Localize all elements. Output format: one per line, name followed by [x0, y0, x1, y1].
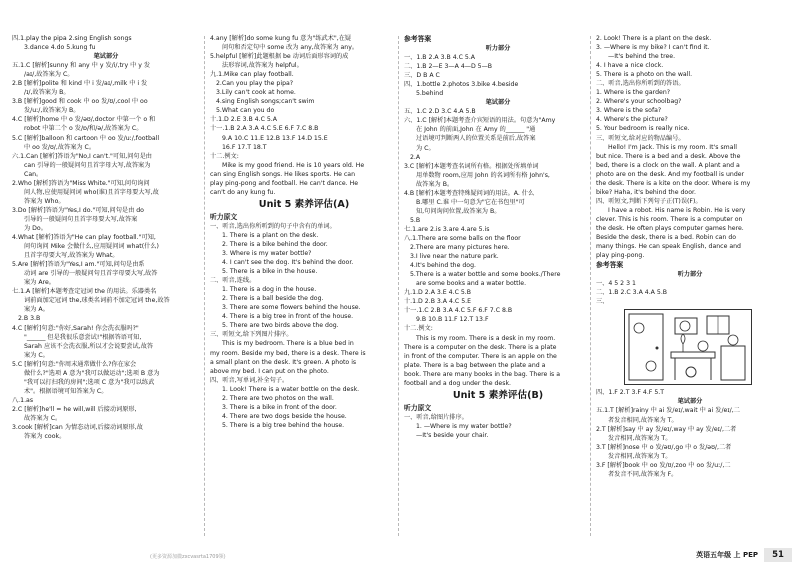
col1-line: 笔试部分 [93, 53, 119, 61]
col2-line: This is my bedroom. There is a blue bed in [222, 340, 354, 348]
col2-line: 2.Can you play the pipa? [216, 80, 294, 88]
col3-line: in front of the computer. There is an apple on the [404, 352, 557, 360]
col1-line: 2.B 3.B [18, 315, 41, 323]
column-divider [398, 36, 399, 536]
col4b-line: 笔试部分 [677, 398, 703, 406]
col2-line: 4. There is a big tree in front of the house. [222, 313, 354, 321]
col3-line: plate. There is a bag between the plate and a [404, 361, 546, 369]
col2-line: can't do any kung fu. [210, 188, 276, 196]
col1-line: 六.1.Can [解析]答语为"No,I can't."可知,问句是由 [12, 152, 152, 160]
col2-line: 三、听短文,给下列图片排序。 [210, 331, 293, 339]
col1-line: Sarah 应该不会洗衣服,所以才会说要尝试,故答 [24, 342, 154, 350]
col1-line: 八.1.as [12, 396, 34, 404]
col4a-line: 4. Where's the picture? [596, 116, 668, 124]
col3-line: There is a computer on the desk. There is a plate [404, 343, 557, 351]
col4a-line: 3. Where is the sofa? [596, 107, 662, 115]
col1-line: 中 oo 发/ʊ/,故答案为 C。 [24, 143, 96, 151]
col3-line: 5.B [410, 216, 421, 224]
col1-line: 答案为 cook。 [24, 433, 66, 441]
col2-line: play ping-pong and football. He can't dance. He [210, 179, 359, 187]
page-number: 51 [764, 548, 792, 562]
col4a-line: the desk. There is a kite on the door. Where is my [596, 179, 751, 187]
col2-line: 1. There is a plant on the desk. [222, 231, 319, 239]
col4b-line: 2.T [解析]say 中 ay 发/eɪ/,way 中 ay 发/eɪ/,二者 [596, 425, 737, 433]
col1-line: 动词 are 引导的一般疑问句且首字母要大写,故答 [24, 270, 158, 278]
col4a-line: 听力部分 [677, 271, 703, 279]
col3-line: 八.1.There are some balls on the floor [404, 234, 521, 242]
col2-line: 一、听音,选出你所听到的句子中含有的单词。 [210, 222, 336, 230]
col4a-line: photo are on the desk. And my football is under [596, 170, 745, 178]
col3-line: 十.1.D 2.B 3.A 4.C 5.E [404, 298, 472, 306]
col2-line: 5.helpful [解析]此题根据 be 动词后面形容词的成 [210, 53, 349, 61]
room-illustration [624, 309, 752, 385]
col1-line: 5.C [解析]句意:"你周末通常做什么?你在家会 [12, 360, 137, 368]
col1-line: 为 Do。 [24, 224, 47, 232]
column-1 [12, 34, 200, 441]
col2-line: can sing English songs. He likes sports. He can [210, 170, 355, 178]
col2-line: 十.1.D 2.E 3.B 4.C 5.A [210, 116, 278, 124]
col3-line: 十二.例文: [404, 325, 433, 333]
col4a-line: bike? Haha, it's behind the door. [596, 188, 696, 196]
col1-line: /ɪ/,故答案为 B。 [24, 89, 70, 97]
col1-line: 故答案为 C。 [24, 414, 62, 422]
book-title: 英语五年级 上 PEP [696, 551, 758, 559]
col3-line: 故答案为 B。 [416, 180, 454, 188]
col3-line: 三、D B A C [404, 72, 440, 80]
col4a-line: Hello! I'm Jack. This is my room. It's small [608, 143, 737, 151]
col3-line: football and a dog under the desk. [404, 379, 511, 387]
col1-line: 发/uː/,故答案为 B。 [24, 107, 80, 115]
col4a-line: 5. There is a photo on the wall. [596, 71, 693, 79]
col1-line: 4.What [解析]答语为"He can play football."可知, [12, 234, 156, 242]
col4b-line: 五.1.T [解析]rainy 中 ai 发/eɪ/,wait 中 ai 发/eɪ/,二 [596, 407, 740, 415]
col1-line: robot 中第二个 o 发/ɒ/和/ə/,故答案为 C。 [24, 125, 143, 133]
col4a-line: 2. Where's your schoolbag? [596, 98, 682, 106]
col3-line: 五、1.C 2.D 3.C 4.A 5.B [404, 108, 476, 116]
col2-line: Mike is my good friend. He is 10 years old. He [222, 161, 365, 169]
col4a-line: 参考答案 [596, 261, 624, 270]
col4a-line: 一、4 5 2 3 1 [596, 280, 636, 288]
col2-line: 听力原文 [210, 212, 238, 221]
col3-line: 1. —Where is my water bottle? [416, 422, 512, 430]
col3-line: 5.behind [416, 90, 444, 98]
col3-line: 4.B [解析]本题考查特殊疑问词的用法。A. 什么 [404, 189, 535, 197]
column-divider [204, 36, 205, 536]
col3-line: 听力部分 [485, 45, 511, 52]
col3-line: 一、1.B 2.A 3.B 4.C 5.A [404, 54, 476, 62]
col4a-line: play ping-pong. [596, 252, 645, 260]
col2-line: Unit 5 素养评估(A) [258, 198, 350, 210]
col1-line: 问句询问 Mike 会做什么,应用疑问词 what(什么) [24, 243, 159, 251]
col2-line: 3. There are some flowers behind the house. [222, 304, 361, 312]
col2-line: 3. Where is my water bottle? [222, 249, 312, 257]
col3-line: 4.It's behind the dog. [410, 262, 476, 270]
col1-line: 3.B [解析]good 和 cook 中 oo 发/ʊ/,cool 中 oo [12, 98, 148, 106]
col3-line: 九.1.D 2.A 3.E 4.C 5.B [404, 289, 472, 297]
col2-line: 2. There are two photos on the wall. [222, 394, 334, 402]
col4b-line: 者发音相同,故答案为 T。 [608, 416, 678, 424]
col1-line: 5.Are [解析]答语为"Yes,I am."可知,问句是由系 [12, 261, 145, 269]
col3-line: 四、1.bottle 2.photos 3.bike 4.beside [404, 81, 519, 89]
col1-line: 案为 C。 [24, 351, 49, 359]
col3-line: 过语境可判断两人的位置关系是前后,故答案 [416, 135, 536, 143]
col1-line: 2.C [解析]he'll = he will,will 后接动词原形, [12, 405, 137, 413]
col1-line: 做什么?"选项 A 意为"我可以做运动";选项 B 意为 [24, 369, 160, 377]
col1-line: 2.B [解析]polite 和 kind 中 i 发/aɪ/,milk 中 i 发 [12, 80, 148, 88]
col3-line: 3.C [解析]本题考查名词所有格。根据处所填单词 [404, 162, 539, 170]
col4b-line: 3.F [解析]book 中 oo 发/ʊ/,zoo 中 oo 发/uː/,二 [596, 461, 731, 469]
column-4-bottom [596, 388, 784, 478]
col1-line: can 引导的一般疑问句且首字母大写,故答案为 [24, 161, 151, 169]
col1-line: 3.dance 4.do 5.kung fu [24, 44, 96, 52]
col3-line: 二、1.B 2—E 3—A 4—D 5—B [404, 63, 493, 71]
col3-line: 参考答案 [404, 35, 432, 43]
col4a-line: the desk. He often plays computer games here. [596, 224, 744, 232]
col4a-line: 二、听音,选出你所听到的答语。 [596, 80, 685, 88]
col2-line: 4. There are two dogs beside the house. [222, 412, 347, 420]
col2-line: 1. Look! There is a water bottle on the desk. [222, 385, 360, 393]
col2-line: 4.any [解析]do some kung fu 意为"练武术",在疑 [210, 35, 352, 42]
col3-line: book. There are many books in the bag. There is a [404, 370, 561, 378]
col1-line: 案为 A。 [24, 306, 49, 314]
col2-line: 九.1.Mike can play football. [210, 71, 294, 79]
col2-line: 2. There is a bike behind the door. [222, 240, 328, 248]
col2-line: 2. There is a ball beside the dog. [222, 295, 324, 303]
col1-line: "______ 但是我很乐意尝试!"根据答语可知, [24, 333, 142, 341]
col2-line: 十二.例文: [210, 152, 239, 160]
col3-line: 用单数物 room,应用 John 的名词所有格 John's, [416, 171, 550, 179]
col3-line: 知,句问询问位置,故答案为 B。 [416, 207, 501, 215]
col2-line: 5. There is a big tree behind the house. [222, 421, 345, 429]
col2-line: 5. There are two birds above the dog. [222, 322, 339, 330]
col2-line: 9.A 10.C 11.E 12.B 13.F 14.D 15.E [222, 134, 328, 142]
col4a-line: 三、听短文,给对应的物品编号。 [596, 134, 685, 142]
col2-line: 4.sing English songs;can't swim [216, 98, 315, 106]
col3-line: B.哪里 C.谁 中一句意为"它在书包里"可 [416, 198, 525, 206]
col2-line: 3. There is a bike in front of the door. [222, 403, 337, 411]
col1-line: 2.Who [解析]答语为"Miss White."可知,问句询问 [12, 179, 150, 187]
col4a-line: 四、听短文,判断下列句子正(T)误(F)。 [596, 197, 702, 205]
col3-line: Unit 5 素养评估(B) [452, 389, 544, 401]
col3-line: 2.There are many pictures here. [410, 244, 510, 252]
col1-line: 术"。根据语境可知答案为 C。 [24, 387, 108, 395]
col2-line: 5. There is a bike in the house. [222, 268, 318, 276]
col3-line: 一、听音,给图片排序。 [404, 413, 468, 421]
col4b-line: 3.T [解析]nose 中 o 发/əʊ/,go 中 o 发/əʊ/,二者 [596, 443, 732, 451]
col2-line: 1. There is a dog in the house. [222, 286, 317, 294]
col2-line: 3.Lily can't cook at home. [216, 89, 296, 97]
col2-line: 十一.1.B 2.A 3.A 4.C 5.E 6.F 7.C 8.B [210, 125, 319, 133]
col1-line: Can。 [24, 170, 43, 178]
col4b-line: 者发音不同,故答案为 F。 [608, 470, 678, 478]
col1-line: 且首字母要大写,故答案为 What。 [24, 252, 119, 260]
col1-line: 词前面加定冠词 the,球类名词前不加定冠词 the,故答 [24, 297, 170, 305]
col1-line: 3.cook [解析]can 为情态动词,后接动词原形,故 [12, 424, 143, 432]
col1-line: 答案为 Who。 [24, 197, 65, 205]
col4a-line: 4. I have a nice clock. [596, 62, 664, 70]
col1-line: 问人物,应使用疑问词 who(谁)且首字母要大写,故 [24, 188, 159, 196]
col3-line: 5.There is a water bottle and some books./There [410, 271, 561, 279]
col1-line: 四.1.play the pipa 2.sing English songs [12, 35, 132, 42]
col2-line: 法形容词,故答案为 helpful。 [222, 62, 303, 70]
col2-line: 二、听音,连线。 [210, 277, 256, 285]
col3-line: are some books and a water bottle. [416, 280, 527, 288]
col2-line: 四、听音,写单词,补全句子。 [210, 376, 289, 384]
col4a-line: 三、 [596, 298, 609, 306]
col4a-line: I have a robot. His name is Robin. He is very [608, 206, 746, 214]
column-3 [404, 34, 592, 440]
watermark-note: (更多资源加微zxcvasrta1709领) [150, 554, 226, 560]
col4a-line: —It's behind the tree. [608, 53, 676, 61]
col3-line: 为 C。 [416, 144, 435, 152]
col1-line: 4.C [解析]home 中 o 发/əʊ/,doctor 中第一个 o 和 [12, 116, 156, 124]
col2-line: my room. Beside my bed, there is a desk. There is [210, 349, 366, 357]
col3-line: 七.1.are 2.is 3.are 4.are 5.is [404, 225, 490, 233]
col3-line: 3.I live near the nature park. [410, 253, 499, 261]
col2-line: 问句和否定句中 some 改为 any,故答案为 any。 [222, 44, 359, 52]
col1-line: /aɪ/,故答案为 C。 [24, 71, 74, 79]
col3-line: 笔试部分 [485, 99, 511, 107]
column-2 [210, 34, 398, 430]
col1-line: 五.1.C [解析]sunny 和 any 中 y 发/i/,try 中 y 发 [12, 62, 151, 70]
col4a-line: 5. Your bedroom is really nice. [596, 125, 690, 133]
col2-line: 5.What can you do [216, 107, 275, 115]
col4a-line: many things. He can speak English, dance and [596, 243, 741, 251]
col3-line: 十一.1.C 2.B 3.A 4.C 5.F 6.F 7.C 8.B [404, 307, 513, 315]
column-4 [596, 34, 784, 479]
col4a-line: bed, there is a clock on the wall. A plant and a [596, 161, 740, 169]
col1-line: 4.C [解析]句意:"你好,Sarah! 你会洗衣服吗?" [12, 324, 139, 332]
col4b-line: 发音相同,故答案为 T。 [608, 434, 672, 442]
col4a-line: Beside the desk, there is a bed. Robin can do [596, 234, 737, 242]
col4a-line: 1. Where is the garden? [596, 89, 671, 97]
col3-line: 2.A [410, 153, 421, 161]
col1-line: 七.1.A [解析]本题考查定冠词 the 的用法。乐器类名 [12, 288, 157, 296]
col1-line: 5.C [解析]balloon 和 cartoon 中 oo 发/uː/,football [12, 134, 160, 142]
col2-line: a small plant on the desk. It's green. A photo is [210, 358, 357, 366]
col3-line: 听力原文 [404, 403, 432, 412]
col2-line: above my bed. I can put on the photo. [210, 367, 329, 375]
col1-line: 3.Do [解析]答语为"Yes,I do."可知,问句是由 do [12, 206, 144, 214]
col2-line: 16.F 17.T 18.T [222, 143, 267, 151]
col3-line: 9.B 10.B 11.F 12.T 13.F [416, 316, 489, 324]
col1-line: 案为 Are。 [24, 279, 55, 287]
col3-line: 六、1.C [解析]本题考查介宾短语的用法。句意为"Amy [404, 117, 556, 125]
col4a-line: but nice. There is a bed and a desk. Above the [596, 152, 741, 160]
col1-line: "我可以打扫我的房间";选项 C 意为"我可以练武 [24, 378, 155, 386]
col4a-line: 2. Look! There is a plant on the desk. [596, 35, 712, 42]
col3-line: —It's beside your chair. [416, 431, 489, 439]
col2-line: 4. I can't see the dog. It's behind the door. [222, 259, 354, 267]
col4a-line: 3. —Where is my bike? I can't find it. [596, 44, 710, 52]
col3-line: This is my room. There is a desk in my room. [416, 334, 556, 342]
col4b-line: 发音相同,故答案为 T。 [608, 452, 672, 460]
column-4-top [596, 34, 784, 306]
col3-line: 在 John 的前面,John 在 Amy 的______ "通 [416, 126, 536, 134]
col4a-line: clever. This is his room. There is a computer on [596, 215, 743, 223]
col4b-line: 四、1.F 2.T 3.F 4.F 5.T [596, 389, 664, 397]
col1-line: 引导的一般疑问句且首字母要大写,故答案 [24, 215, 138, 223]
col4a-line: 二、1.B 2.C 3.A 4.A 5.B [596, 289, 668, 297]
